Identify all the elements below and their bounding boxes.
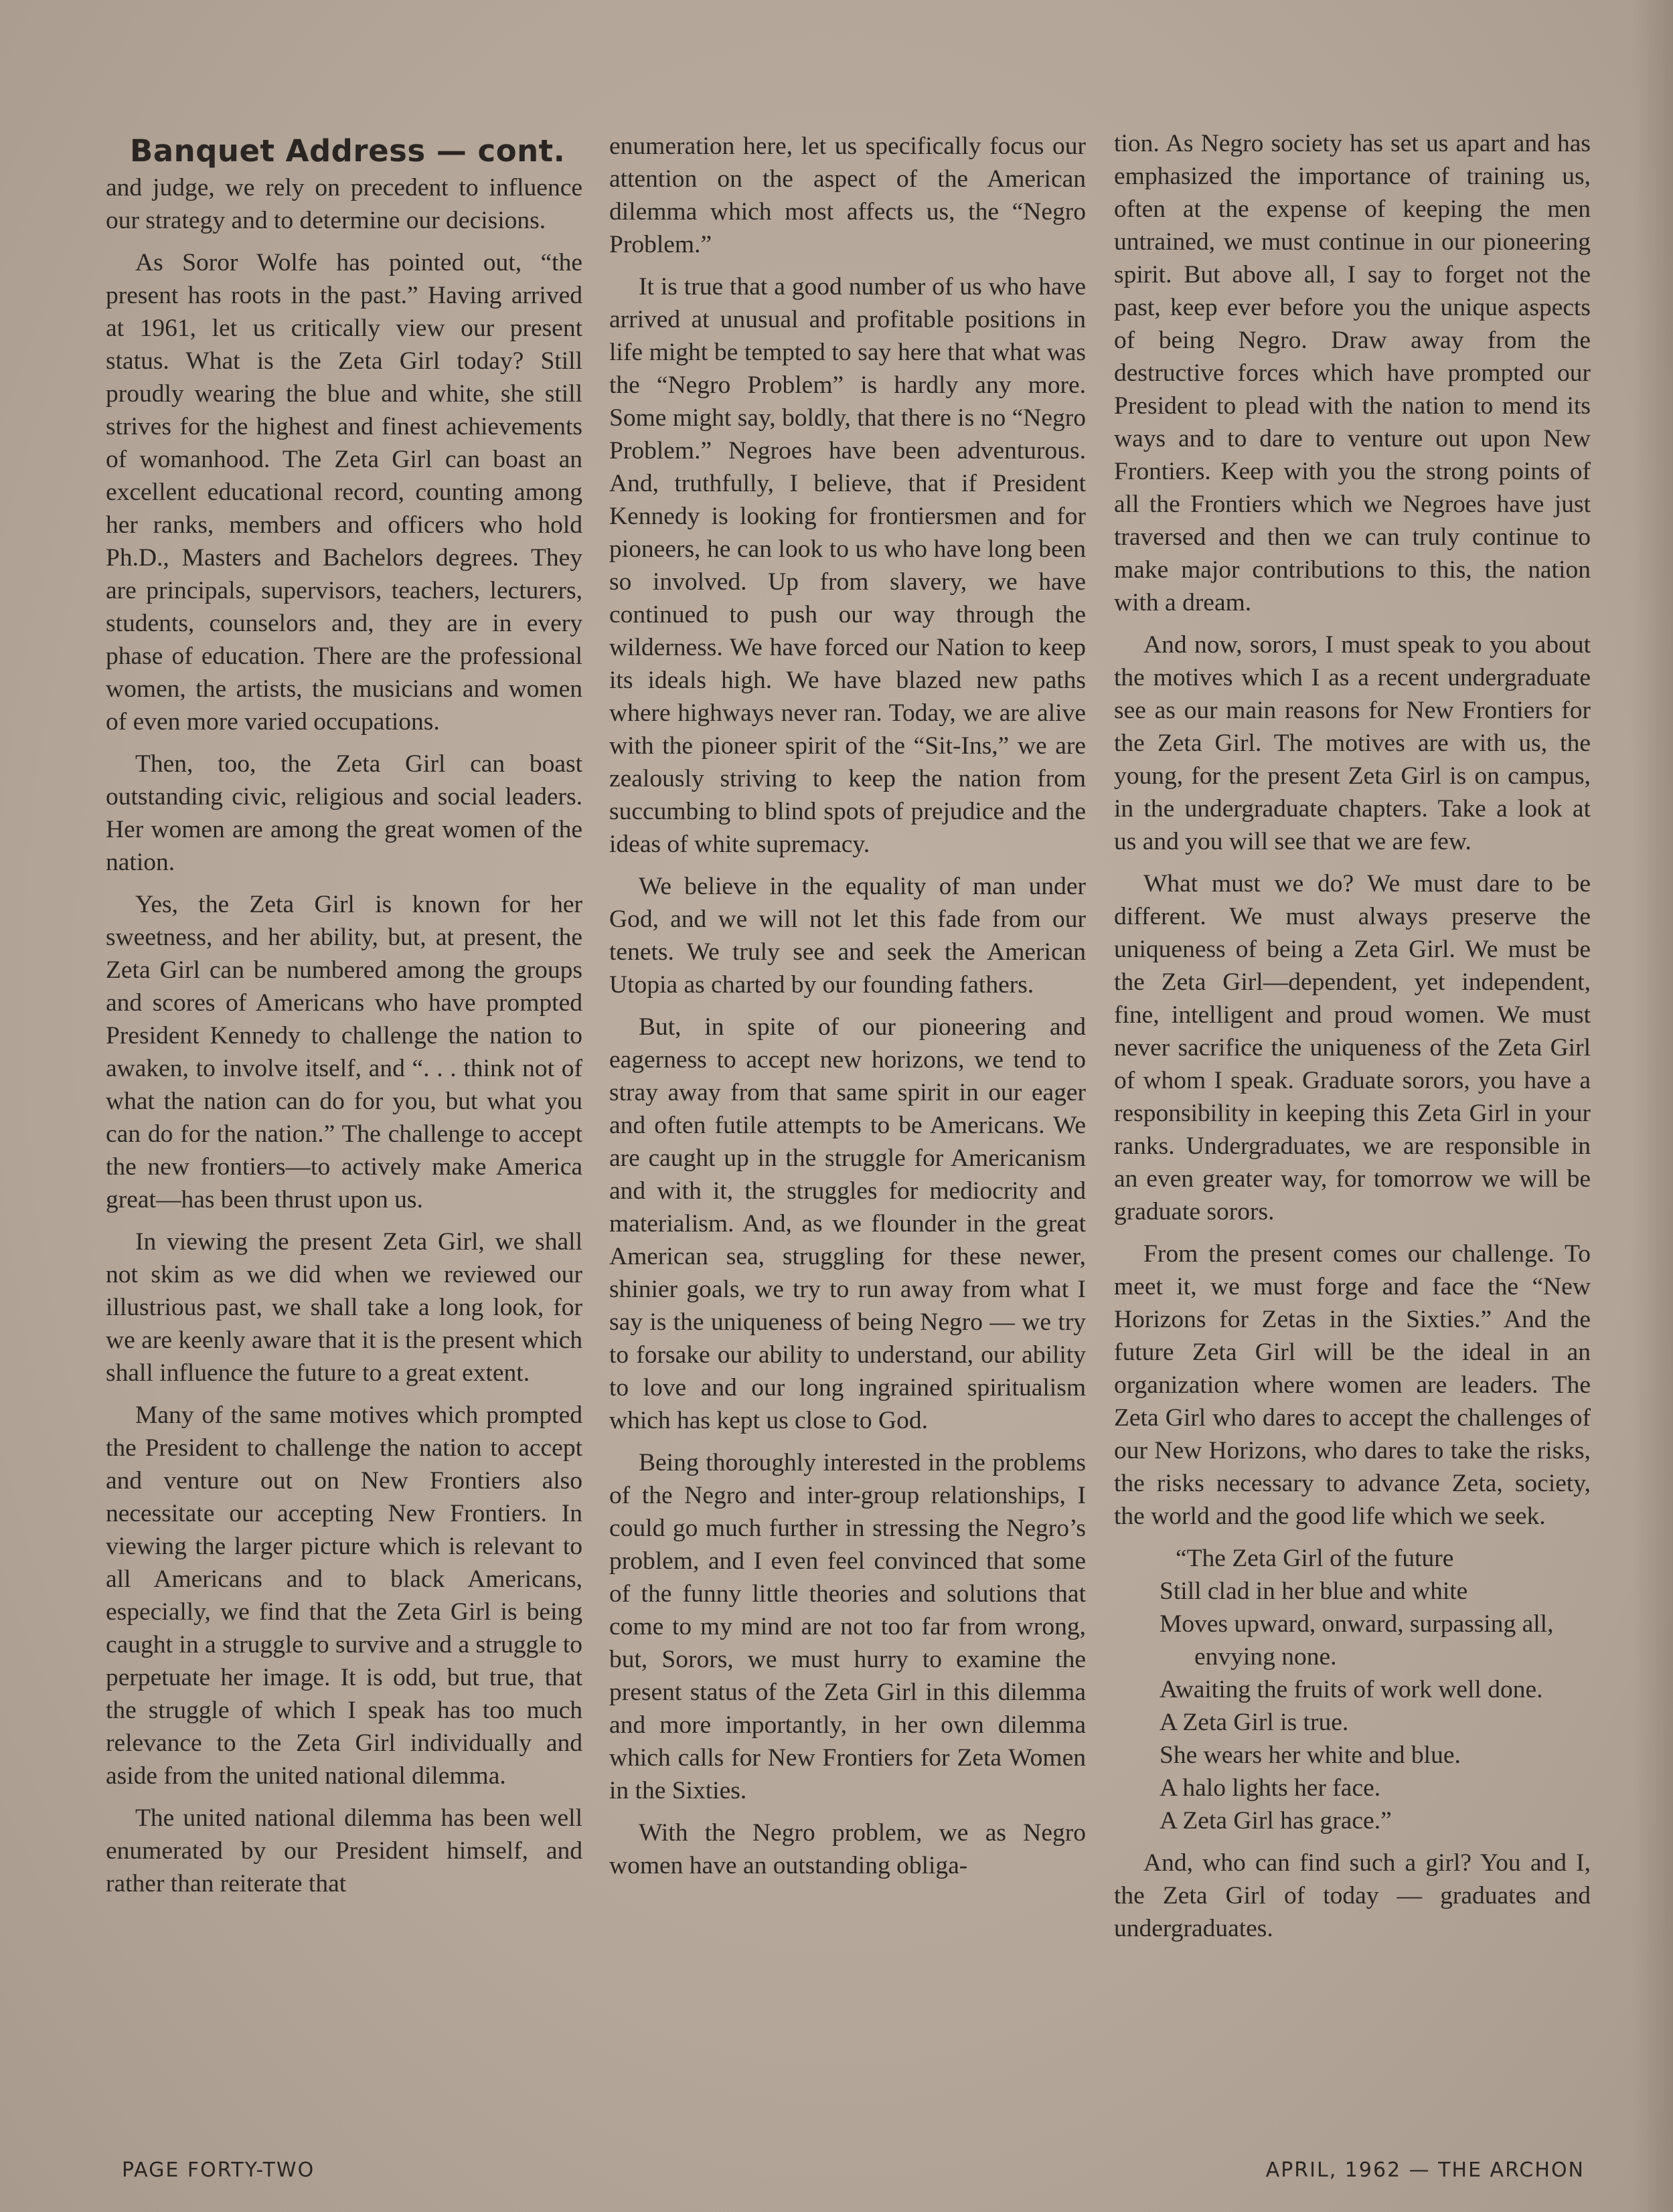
- column-1: [106, 131, 582, 1909]
- poem-line: Moves upward, onward, surpassing all, envying none.: [1160, 1610, 1554, 1671]
- paragraph: Then, too, the Zeta Girl can boast outstanding civic, religious and social leaders. Her women are among the great women of the nation.: [106, 750, 582, 876]
- paragraph: Being thoroughly interested in the problems of the Negro and inter-group relationships, I could go much further in stressing the Negro’s problem, and I even feel convinced that some of the funny little theories and solutions that come to my mind are not too far from wrong, but, Sorors, we must hurry to examine the present status of the Zeta Girl in this dilemma and more importantly, in her own dilemma which calls for New Frontiers for Zeta Women in the Sixties.: [609, 1449, 1086, 1804]
- section-heading: Banquet Address — cont.: [130, 133, 566, 169]
- page-number: PAGE FORTY-TWO: [122, 2158, 315, 2182]
- poem-line: “The Zeta Girl of the future: [1176, 1545, 1454, 1572]
- poem-line: She wears her white and blue.: [1160, 1741, 1461, 1769]
- paragraph: tion. As Negro society has set us apart and has emphasized the importance of training us, often at the expense of keeping the men untrained, we must continue in our pioneering spirit. But above all, I say to forget not the past, keep ever before you the unique aspects of being Negro. Draw away from the destructive forces which have prompted our President to plead with the nation to mend its ways and to dare to venture out upon New Frontiers. Keep with you the strong points of all the Frontiers which we Negroes have just traversed and then we can truly continue to make major contributions to this, the nation with a dream.: [1114, 130, 1591, 616]
- paragraph: enumeration here, let us specifically focus our attention on the aspect of the American dilemma which most affects us, the “Negro Problem.”: [609, 133, 1086, 258]
- issue-date-and-title: APRIL, 1962 — THE ARCHON: [1265, 2158, 1585, 2182]
- paragraph: What must we do? We must dare to be different. We must always preserve the uniqueness of being a Zeta Girl. We must be the Zeta Girl—dependent, yet independent, fine, intelligent and proud women. We must never sacrifice the uniqueness of the Zeta Girl of whom I speak. Graduate sorors, you have a responsibility in keeping this Zeta Girl in your ranks. Undergraduates, we are responsible in an even greater way, for tomorrow we will be graduate sorors.: [1114, 870, 1591, 1225]
- poem-line: A Zeta Girl has grace.”: [1160, 1807, 1392, 1835]
- paragraph: From the present comes our challenge. To meet it, we must forge and face the “New Horizons for Zetas in the Sixties.” And the future Zeta Girl will be the ideal in an organization where women are leaders. The Zeta Girl who dares to accept the challenges of our New Horizons, who dares to take the risks, the risks necessary to advance Zeta, society, the world and the good life which we seek.: [1114, 1240, 1591, 1530]
- poem-line: A Zeta Girl is true.: [1160, 1709, 1349, 1736]
- poem-line: A halo lights her face.: [1160, 1774, 1381, 1802]
- page-edge-shadow: [1633, 0, 1673, 2212]
- paragraph: Yes, the Zeta Girl is known for her sweetness, and her ability, but, at present, the Zeta Girl can be numbered among the groups and scores of Americans who have prompted President Kennedy to challenge the nation to awaken, to involve itself, and “. . . think not of what the nation can do for you, but what you can do for the nation.” The challenge to accept the new frontiers—to actively make America great—has been thrust upon us.: [106, 891, 582, 1213]
- paragraph: With the Negro problem, we as Negro women have an outstanding obliga-: [609, 1819, 1086, 1879]
- paragraph: In viewing the present Zeta Girl, we shall not skim as we did when we reviewed our illustrious past, we shall take a long look, for we are keenly aware that it is the present which shall influence the future to a great extent.: [106, 1228, 582, 1387]
- poem-line: Awaiting the fruits of work well done.: [1160, 1676, 1543, 1703]
- paragraph: The united national dilemma has been well enumerated by our President himself, and rather than reiterate that: [106, 1804, 582, 1897]
- paragraph: And now, sorors, I must speak to you about the motives which I as a recent undergraduate see as our main reasons for New Frontiers for the Zeta Girl. The motives are with us, the young, for the present Zeta Girl is on campus, in the undergraduate chapters. Take a look at us and you will see that we are few.: [1114, 631, 1591, 855]
- column-3: [1114, 127, 1591, 1954]
- paragraph: It is true that a good number of us who have arrived at unusual and profitable positions in life might be tempted to say here that what was the “Negro Problem” is hardly any more. Some might say, boldly, that there is no “Negro Problem.” Negroes have been adventurous. And, truthfully, I believe, that if President Kennedy is looking for frontiersmen and for pioneers, he can look to us who have long been so involved. Up from slavery, we have continued to push our way through the wilderness. We have forced our Nation to keep its ideals high. We have blazed new paths where highways never ran. Today, we are alive with the pioneer spirit of the “Sit-Ins,” we are zealously striving to keep the nation from succumbing to blind spots of prejudice and the ideas of white supremacy.: [609, 273, 1086, 858]
- paragraph: But, in spite of our pioneering and eagerness to accept new horizons, we tend to stray away from that same spirit in our eager and often futile attempts to be Americans. We are caught up in the struggle for Americanism and with it, the struggles for mediocrity and materialism. And, as we flounder in the great American sea, struggling for these newer, shinier goals, we try to run away from what I say is the uniqueness of being Negro — we try to forsake our ability to understand, our ability to love and our long ingrained spiritualism which has kept us close to God.: [609, 1013, 1086, 1434]
- paragraph: Many of the same motives which prompted the President to challenge the nation to accept and venture out on New Frontiers also necessitate our accepting New Frontiers. In viewing the larger picture which is relevant to all Americans and to black Americans, especially, we find that the Zeta Girl is being caught in a struggle to survive and a struggle to perpetuate her image. It is odd, but true, that the struggle of which I speak has too much relevance to the Zeta Girl individually and aside from the united national dilemma.: [106, 1401, 582, 1790]
- column-2: [609, 130, 1086, 1891]
- paragraph: and judge, we rely on precedent to influence our strategy and to determine our decisions.: [106, 174, 582, 234]
- closing-paragraph: And, who can find such a girl? You and I, the Zeta Girl of today — graduates and undergraduates.: [1114, 1849, 1591, 1942]
- poem: [1114, 1542, 1591, 1837]
- paragraph: We believe in the equality of man under God, and we will not let this fade from our tenets. We truly see and seek the American Utopia as charted by our founding fathers.: [609, 873, 1086, 999]
- poem-line: Still clad in her blue and white: [1160, 1578, 1468, 1605]
- paragraph: As Soror Wolfe has pointed out, “the present has roots in the past.” Having arrived at 1961, let us critically view our present status. What is the Zeta Girl today? Still proudly wearing the blue and white, she still strives for the highest and finest achievements of womanhood. The Zeta Girl can boast an excellent educational record, counting among her ranks, members and officers who hold Ph.D., Masters and Bachelors degrees. They are principals, supervisors, teachers, lecturers, students, counselors and, they are in every phase of education. There are the professional women, the artists, the musicians and women of even more varied occupations.: [106, 249, 582, 736]
